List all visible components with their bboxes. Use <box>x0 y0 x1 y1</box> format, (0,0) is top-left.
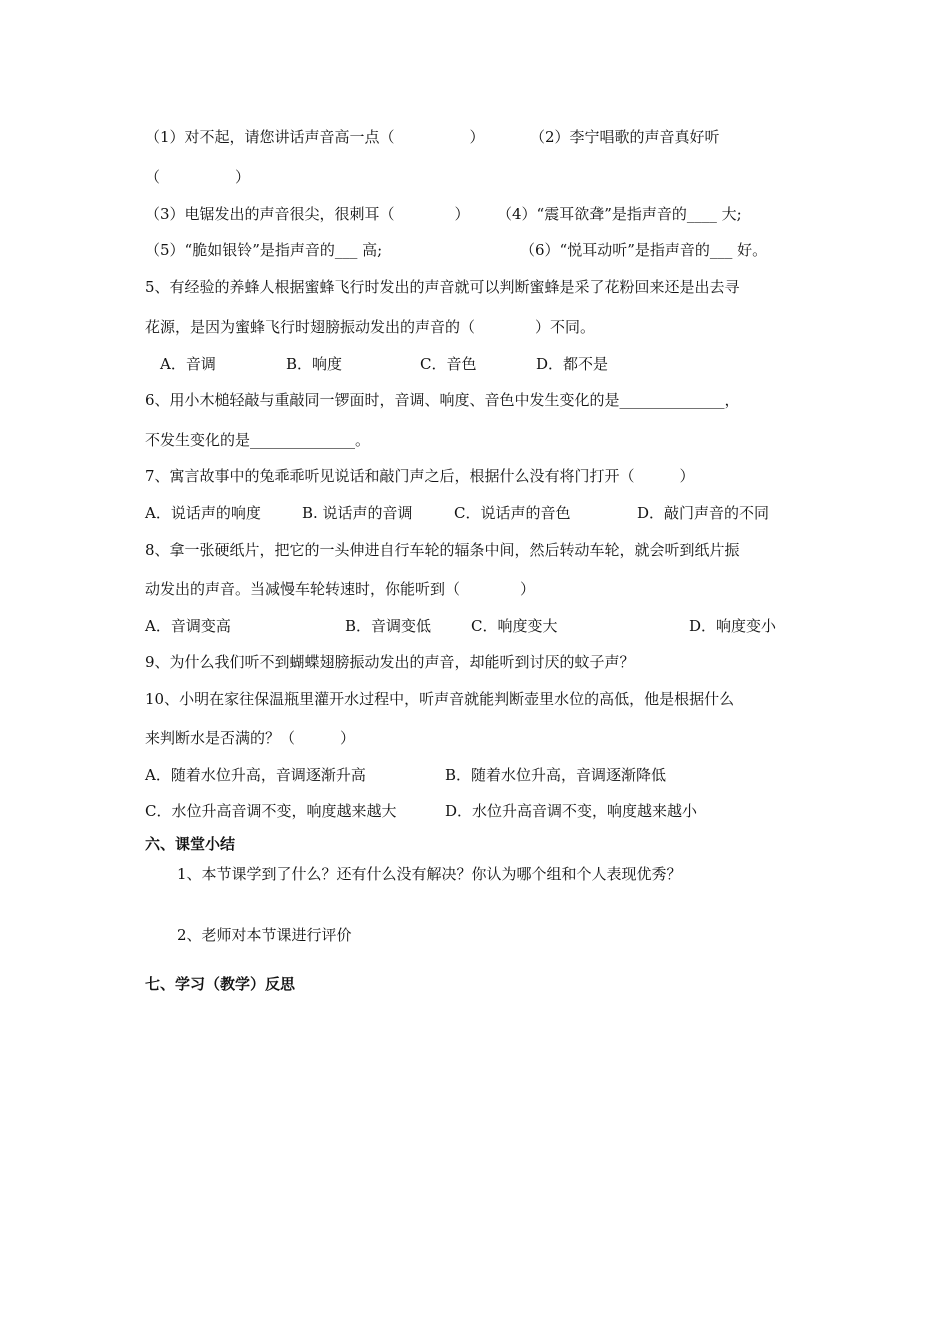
q4-item1: （1）对不起，请您讲话声音高一点（ ） <box>145 128 485 146</box>
q8-option-a: A．音调变高 <box>145 617 231 635</box>
q8-line2: 动发出的声音。当减慢车轮转速时，你能听到（ ） <box>145 580 536 598</box>
section7-heading: 七、学习（教学）反思 <box>145 975 296 993</box>
q10-option-a: A．随着水位升高，音调逐渐升高 <box>145 766 366 784</box>
q4-item2-paren: （ ） <box>145 168 251 186</box>
q8-line1: 8、拿一张硬纸片，把它的一头伸进自行车轮的辐条中间，然后转动车轮，就会听到纸片振 <box>145 541 740 559</box>
section6-item1: 1、本节课学到了什么？还有什么没有解决？你认为哪个组和个人表现优秀？ <box>177 865 682 883</box>
q4-item4: （4）“震耳欲聋”是指声音的____ 大; <box>497 205 742 223</box>
q5-option-d: D．都不是 <box>536 355 609 373</box>
q5-line2: 花源，是因为蜜蜂飞行时翅膀振动发出的声音的（ ）不同。 <box>145 318 596 336</box>
q4-item3: （3）电锯发出的声音很尖，很刺耳（ ） <box>145 205 470 223</box>
section6-item2: 2、老师对本节课进行评价 <box>177 926 352 944</box>
q9-line1: 9、为什么我们听不到蝴蝶翅膀振动发出的声音，却能听到讨厌的蚊子声？ <box>145 653 635 671</box>
q10-option-c: C．水位升高音调不变，响度越来越大 <box>145 802 397 820</box>
q7-option-d: D．敲门声音的不同 <box>637 504 770 522</box>
q4-item2: （2）李宁唱歌的声音真好听 <box>530 128 720 146</box>
q7-option-a: A．说话声的响度 <box>145 504 261 522</box>
q8-option-d: D．响度变小 <box>689 617 777 635</box>
q4-item5: （5）“脆如银铃”是指声音的___ 高; <box>145 241 383 259</box>
q7-line1: 7、寓言故事中的兔乖乖听见说话和敲门声之后，根据什么没有将门打开（ ） <box>145 467 695 485</box>
q8-option-b: B．音调变低 <box>345 617 432 635</box>
q7-option-b: B. 说话声的音调 <box>302 504 413 522</box>
section6-heading: 六、课堂小结 <box>145 835 236 853</box>
q10-option-b: B．随着水位升高，音调逐渐降低 <box>445 766 667 784</box>
q6-line1: 6、用小木槌轻敲与重敲同一锣面时，音调、响度、音色中发生变化的是______________， <box>145 391 740 409</box>
q5-line1: 5、有经验的养蜂人根据蜜蜂飞行时发出的声音就可以判断蜜蜂是采了花粉回来还是出去寻 <box>145 278 740 296</box>
q4-item6: （6）“悦耳动听”是指声音的___ 好。 <box>520 241 768 259</box>
q8-option-c: C．响度变大 <box>471 617 558 635</box>
q10-option-d: D．水位升高音调不变，响度越来越小 <box>445 802 698 820</box>
q10-line2: 来判断水是否满的？（ ） <box>145 729 356 747</box>
q5-option-b: B．响度 <box>286 355 343 373</box>
q7-option-c: C．说话声的音色 <box>454 504 571 522</box>
q5-option-c: C．音色 <box>420 355 477 373</box>
q10-line1: 10、小明在家往保温瓶里灌开水过程中，听声音就能判断壶里水位的高低，他是根据什么 <box>145 690 735 708</box>
q6-line2: 不发生变化的是______________。 <box>145 431 371 449</box>
q5-option-a: A．音调 <box>160 355 216 373</box>
